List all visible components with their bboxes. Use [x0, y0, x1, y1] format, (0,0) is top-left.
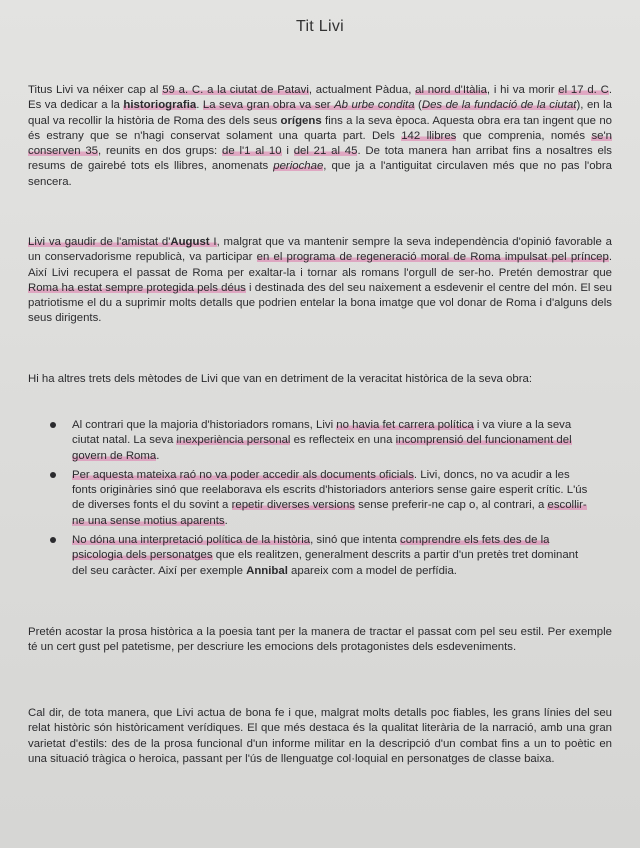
text-run: . [224, 514, 228, 527]
text-run: apareix com a model de perfídia. [287, 564, 457, 577]
text-run: Hi ha altres trets dels mètodes de Livi que van en detriment de la veracitat històrica de la seva obra: [28, 373, 532, 385]
text-run: . [196, 99, 203, 112]
text-run: orígens [280, 114, 322, 127]
highlighted-text: comprendre els fets des de la psicologia dels personatges [72, 534, 550, 562]
highlighted-text: en el programa de regeneració moral de Roma impulsat pel príncep [256, 251, 609, 264]
text-run: i [281, 145, 294, 158]
highlighted-text: I [209, 236, 217, 248]
text-run: , que ja a l'antiguitat circulaven més que no pas l'obra sencera. [28, 160, 613, 188]
text-run: que comprenia, només [456, 129, 592, 142]
highlighted-text: 142 llibres [401, 129, 457, 142]
text-run: Pretén acostar la prosa històrica a la poesia tant per la manera de tractar el passat com pel seu estil. Per exemple té un cert gust pel patetisme, per descriure les emocions dels protagonistes dels esdeveniments. [28, 626, 612, 654]
bullet-icon [50, 537, 56, 543]
highlighted-text: No dóna una interpretació política de la història [72, 534, 311, 547]
text-run: , reunits en dos grups: [98, 145, 222, 158]
paragraph-intro [28, 83, 612, 190]
list-item-text [72, 534, 578, 577]
text-run: fins a la seva època. Aquesta obra era tan ingent que no és estrany que se n'hagi conservat solament una quarta part. Dels [28, 114, 612, 142]
highlighted-text: de l'1 al 10 [221, 145, 282, 158]
highlighted-text: Ab urbe condita [334, 99, 415, 112]
list-item-text [72, 469, 587, 527]
paragraph-august [28, 235, 612, 327]
text-run: ), en la qual va recollir la història de Roma des dels seus [28, 99, 612, 127]
methods-list [50, 418, 590, 583]
highlighted-text: inexperiència personal [176, 434, 291, 447]
text-run: Cal dir, de tota manera, que Livi actua de bona fe i que, malgrat molts detalls poc fiables, les grans línies del seu relat històric són històricament verídiques. El que més destaca és la qualitat literària de la narració, amb una gran varietat d'estils: des de la prosa funcional d'un informe militar en la descripció d'un combat fins a un to poètic en una situació tràgica o heroica, passant per l'ús de llenguatge col·loquial en personatges de classe baixa. [28, 707, 612, 765]
highlighted-text: el 17 d. C [558, 84, 609, 96]
list-item [50, 418, 590, 464]
list-item-text [72, 419, 572, 462]
highlighted-text: del 21 al 45 [293, 145, 358, 158]
paragraph-conclusion [28, 706, 612, 767]
text-run: Titus Livi va néixer cap al [28, 84, 163, 96]
page-title: Tit Livi [295, 18, 345, 35]
highlighted-text: La seva gran obra va ser [202, 99, 335, 112]
text-run: . Livi, doncs, no va acudir a les fonts originàries sinó que reelaborava els escrits d'historiadors anteriors sense gaire esperit crític. L'ús de diverses fonts el du sovint a [72, 468, 588, 512]
highlighted-text: escollir-ne una sense motius aparents [72, 499, 587, 527]
highlighted-text: al nord d'Itàlia [415, 84, 487, 96]
paragraph-poetry [28, 625, 612, 656]
highlighted-text: historiografia [123, 99, 197, 112]
text-run: . [156, 449, 160, 462]
highlighted-text: periochae [273, 160, 324, 173]
highlighted-text: Roma ha estat sempre protegida pels déus [28, 281, 246, 294]
highlighted-text: incomprensió del funcionament del govern de Roma [72, 434, 572, 462]
highlighted-text: no havia fet carrera política [336, 419, 474, 431]
text-run: . De tota manera han arribat fins a nosaltres els resums de gairebé tots els llibres, anomenats [28, 145, 612, 173]
text-run: i destinada des del seu naixement a esdevenir el centre del món. El seu patriotisme el du a suprimir molts detalls que podrien entelar la bona imatge que vol donar de Roma i d'alguns dels seus dirigents. [28, 281, 612, 325]
text-run: i va viure a la seva ciutat natal. La seva [72, 419, 572, 447]
text-run: Annibal [246, 564, 288, 577]
list-item [50, 468, 590, 529]
text-run: , sinó que intenta [310, 534, 401, 547]
text-run: . Així Livi recupera el passat de Roma per exaltar-la i tornar als romans l'orgull de ser-ho. Pretén demostrar que [28, 251, 612, 279]
text-run: es reflecteix en una [290, 434, 396, 447]
text-run: que els realitzen, generalment descrits a partir d'un pretès tret dominant del seu caràcter. Així per exemple [72, 549, 579, 577]
paragraph-methods-intro [28, 372, 598, 387]
highlighted-text: repetir diverses versions [231, 499, 356, 512]
highlighted-text: August [170, 236, 210, 248]
text-run: sense preferir-ne cap o, al contrari, a [355, 499, 548, 512]
bullet-icon [50, 472, 56, 478]
text-run: Al contrari que la majoria d'historiadors romans, Livi [72, 419, 337, 431]
highlighted-text: Per aquesta mateixa raó no va poder accedir als documents oficials [72, 468, 414, 481]
text-run: ( [414, 99, 422, 112]
text-run: , i hi va morir [486, 84, 559, 96]
list-item [50, 533, 590, 579]
bullet-icon [50, 422, 56, 428]
highlighted-text: se'n conserven 35 [28, 129, 613, 158]
highlighted-text: Des de la fundació de la ciutat [421, 99, 577, 112]
text-run: , malgrat que va mantenir sempre la seva independència d'opinió favorable a un conservadorisme republicà, va participar [28, 236, 612, 264]
text-run: . Es va dedicar a la [28, 84, 613, 112]
text-run: , actualment Pàdua, [308, 84, 416, 96]
highlighted-text: Livi va gaudir de l'amistat d' [28, 236, 171, 248]
highlighted-text: 59 a. C. a la ciutat de Patavi [162, 84, 309, 96]
